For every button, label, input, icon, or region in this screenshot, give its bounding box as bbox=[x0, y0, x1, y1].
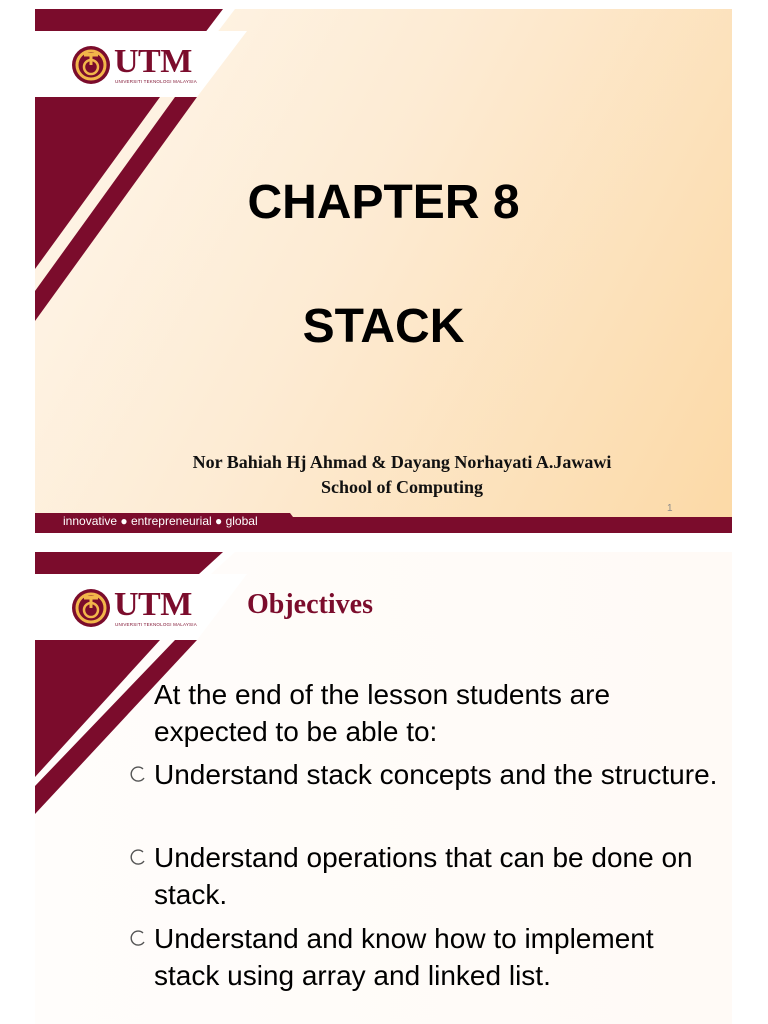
side-wedge bbox=[35, 640, 160, 777]
bullet-circle-icon bbox=[129, 930, 147, 948]
bullet-text: Understand and know how to implement stack using array and linked list. bbox=[154, 923, 654, 991]
bullet-text: Understand operations that can be done on stack. bbox=[154, 842, 693, 910]
bullet-circle-icon bbox=[129, 849, 147, 867]
objectives-slide bbox=[35, 552, 732, 1024]
utm-emblem-icon bbox=[71, 588, 111, 628]
page-number: 1 bbox=[667, 503, 673, 514]
utm-emblem-icon bbox=[71, 45, 111, 85]
authors-line: Nor Bahiah Hj Ahmad & Dayang Norhayati A.Jawawi bbox=[192, 452, 612, 472]
logo-wordmark: UTM bbox=[114, 586, 192, 623]
topic-heading: STACK bbox=[302, 300, 465, 353]
intro-text: At the end of the lesson students are expected to be able to: bbox=[154, 679, 611, 747]
bullet-circle-icon bbox=[129, 766, 147, 784]
logo-wordmark: UTM bbox=[114, 43, 192, 80]
objectives-title: Objectives bbox=[247, 589, 373, 620]
bullet-text: Understand stack concepts and the structure. bbox=[154, 759, 718, 790]
logo-subtitle: UNIVERSITI TEKNOLOGI MALAYSIA bbox=[115, 79, 197, 84]
utm-logo bbox=[71, 43, 197, 87]
chapter-heading: CHAPTER 8 bbox=[247, 176, 520, 229]
logo-subtitle: UNIVERSITI TEKNOLOGI MALAYSIA bbox=[115, 622, 197, 627]
tagline: innovative ● entrepreneurial ● global bbox=[63, 514, 258, 528]
utm-logo bbox=[71, 586, 197, 630]
school-line: School of Computing bbox=[320, 477, 484, 497]
title-slide bbox=[35, 9, 732, 533]
